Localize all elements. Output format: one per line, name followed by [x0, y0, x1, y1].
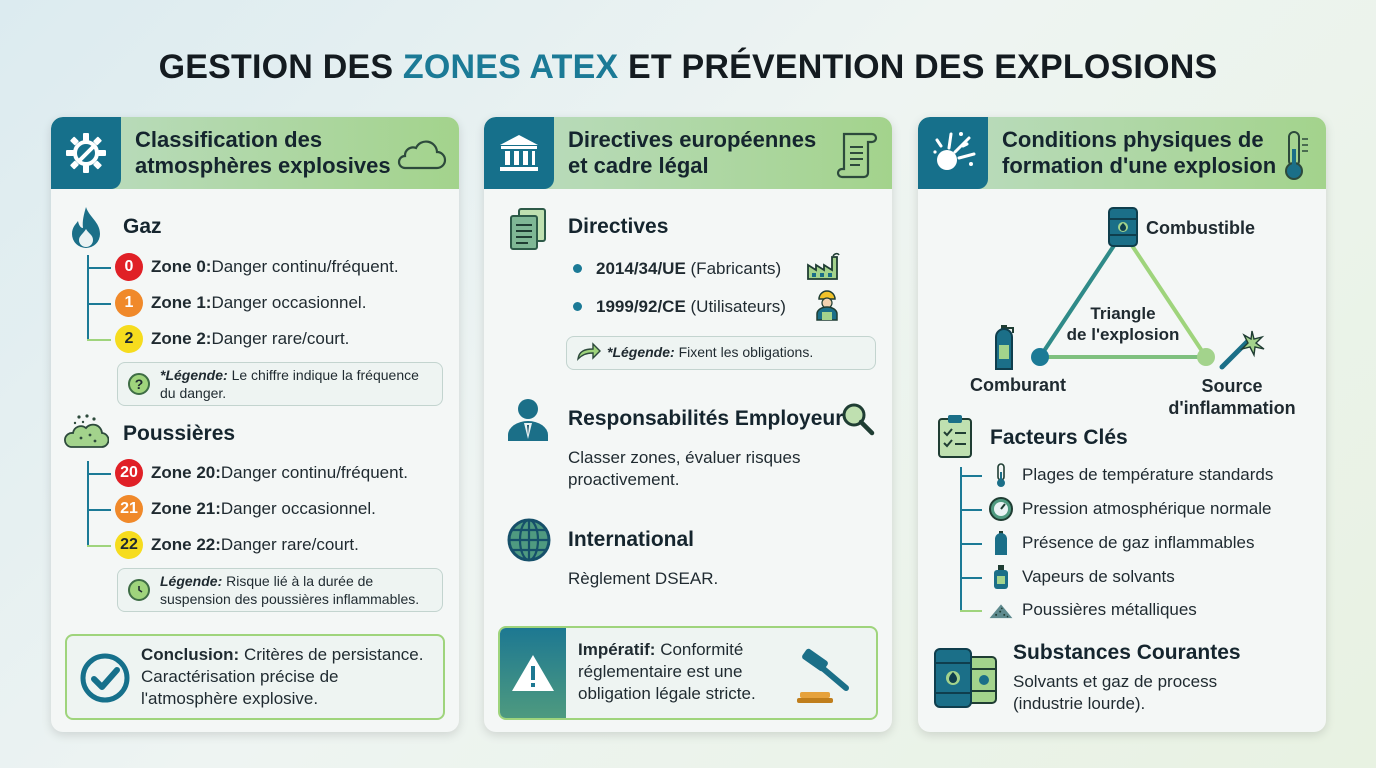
- factor-row: [988, 563, 1175, 591]
- directive-who: (Fabricants): [685, 259, 782, 278]
- zone-label: Zone 2:: [151, 329, 212, 348]
- triangle-left-label: Comburant: [970, 375, 1066, 395]
- title-part-2: ET PRÉVENTION DES EXPLOSIONS: [618, 48, 1218, 86]
- zone-desc: Danger continu/fréquent.: [220, 463, 409, 482]
- legend-label: *Légende:: [607, 344, 675, 360]
- directive-who: (Utilisateurs): [685, 297, 786, 316]
- factor-text: Plages de température standards: [1022, 465, 1274, 484]
- card-classification: [51, 117, 459, 732]
- gas-cylinder-icon: [988, 530, 1014, 556]
- conclusion-text-2: Caractérisation précise de: [141, 667, 339, 686]
- zone-label: Zone 20:: [151, 463, 221, 482]
- legend-label: *Légende:: [160, 367, 228, 383]
- zone-desc: Danger rare/court.: [211, 329, 350, 348]
- arrow-icon: [575, 342, 601, 366]
- businessman-icon: [504, 395, 552, 448]
- factory-icon: [806, 251, 840, 286]
- triangle-right-2: d'inflammation: [1168, 398, 1296, 418]
- imperatif-text-3: obligation légale stricte.: [578, 684, 756, 703]
- conclusion-text-1: Critères de persistance.: [239, 645, 424, 664]
- employer-title: Responsabilités Employeur: [568, 407, 844, 430]
- gear-wrench-icon: [51, 117, 121, 189]
- solvent-bottle-icon: [988, 564, 1014, 590]
- thermometer-icon: [988, 462, 1014, 488]
- substances-text-2: (industrie lourde).: [1013, 694, 1146, 713]
- zone-row: [115, 253, 399, 281]
- card-title: Directives européennes et cadre légal: [568, 127, 817, 178]
- zone-desc: Danger occasionnel.: [220, 499, 376, 518]
- zone-desc: Danger occasionnel.: [211, 293, 367, 312]
- legend-text: Fixent les obligations.: [674, 344, 814, 360]
- zone-badge: 2: [115, 325, 143, 353]
- substances-text-1: Solvants et gaz de process: [1013, 672, 1218, 691]
- triangle-center-1: Triangle: [1090, 304, 1156, 323]
- explosion-icon: [918, 117, 988, 189]
- card-conditions: [918, 117, 1326, 732]
- dust-cloud-icon: [63, 413, 109, 458]
- international-text: Règlement DSEAR.: [568, 569, 719, 588]
- zone-label: Zone 0:: [151, 257, 212, 276]
- checkmark-icon: [79, 652, 131, 709]
- legend-text: Risque lié à la durée de suspension des poussières inflammables.: [160, 573, 420, 607]
- scroll-document-icon: [834, 129, 880, 184]
- zone-row: [115, 495, 376, 523]
- legend-label: Légende:: [160, 573, 223, 589]
- directive-item: [596, 296, 786, 318]
- triangle-center-2: de l'explosion: [1066, 325, 1180, 344]
- spark-wand-icon: [1218, 327, 1268, 376]
- factor-row: [988, 495, 1271, 523]
- zone-badge: 22: [115, 531, 143, 559]
- clock-icon: [128, 579, 150, 601]
- factor-text: Poussières métalliques: [1022, 600, 1197, 619]
- zone-row: [115, 459, 408, 487]
- directives-title: Directives: [568, 215, 669, 238]
- zone-badge: 21: [115, 495, 143, 523]
- worker-icon: [814, 289, 840, 326]
- title-part-1: GESTION DES: [158, 48, 403, 86]
- metal-dust-icon: [988, 597, 1014, 623]
- factor-text: Pression atmosphérique normale: [1022, 499, 1272, 518]
- fuel-barrel-icon: [1106, 205, 1140, 254]
- conclusion-text-3: l'atmosphère explosive.: [141, 689, 319, 708]
- title-accent: ZONES ATEX: [402, 48, 619, 86]
- employer-text: Classer zones, évaluer risques proactivement.: [568, 448, 801, 489]
- institution-icon: [484, 117, 554, 189]
- directive-item: [596, 258, 781, 280]
- zone-badge: 20: [115, 459, 143, 487]
- cloud-icon: [393, 139, 447, 176]
- factors-title: Facteurs Clés: [990, 426, 1128, 449]
- imperatif-label: Impératif:: [578, 640, 656, 659]
- zone-badge: 1: [115, 289, 143, 317]
- flame-icon: [67, 205, 105, 254]
- card-header: [484, 117, 892, 189]
- page-title: [0, 48, 1376, 87]
- factor-text: Présence de gaz inflammables: [1022, 533, 1255, 552]
- factor-row: [988, 529, 1254, 557]
- zone-row: [115, 289, 366, 317]
- question-icon: ?: [128, 373, 150, 395]
- bullet: [573, 302, 582, 311]
- oxygen-tank-icon: [992, 323, 1016, 378]
- card-directives: [484, 117, 892, 732]
- card-title: Conditions physiques de formation d'une explosion: [1002, 127, 1277, 178]
- triangle-center-label: [1062, 303, 1184, 345]
- international-title: International: [568, 528, 695, 551]
- legend-text: Le chiffre indique la fréquence du danger.: [160, 367, 419, 401]
- barrels-icon: [932, 645, 1002, 716]
- zone-label: Zone 21:: [151, 499, 221, 518]
- imperatif-text-2: réglementaire est une: [578, 662, 743, 681]
- gas-legend: [117, 362, 443, 406]
- gavel-icon: [796, 642, 862, 711]
- imperatif-text-1: Conformité: [655, 640, 744, 659]
- zone-desc: Danger continu/fréquent.: [211, 257, 399, 276]
- dust-section-title: Poussières: [123, 422, 236, 445]
- documents-icon: [508, 207, 548, 256]
- zone-row: [115, 325, 349, 353]
- triangle-right-1: Source: [1201, 376, 1263, 396]
- thermometer-icon: [1284, 129, 1310, 186]
- factor-text: Vapeurs de solvants: [1022, 567, 1175, 586]
- clipboard-check-icon: [936, 413, 974, 464]
- magnifier-icon: [840, 401, 876, 442]
- zone-label: Zone 22:: [151, 535, 221, 554]
- triangle-top-label: Combustible: [1146, 218, 1256, 238]
- directives-legend: [566, 336, 876, 370]
- bullet: [573, 264, 582, 273]
- directive-code: 2014/34/UE: [596, 259, 686, 278]
- globe-icon: [506, 517, 552, 568]
- factor-row: [988, 596, 1197, 624]
- zone-row: [115, 531, 359, 559]
- card-header: [918, 117, 1326, 189]
- zone-label: Zone 1:: [151, 293, 212, 312]
- zone-badge: 0: [115, 253, 143, 281]
- triangle-right-label: [1162, 375, 1302, 419]
- card-header: [51, 117, 459, 189]
- imperatif-box: [498, 626, 878, 720]
- conclusion-label: Conclusion:: [141, 645, 240, 664]
- dust-legend: [117, 568, 443, 612]
- zone-desc: Danger rare/court.: [220, 535, 359, 554]
- gauge-icon: [988, 496, 1014, 522]
- card-title: Classification des atmosphères explosives: [135, 127, 391, 178]
- directive-code: 1999/92/CE: [596, 297, 686, 316]
- factor-row: [988, 461, 1273, 489]
- substances-title: Substances Courantes: [1013, 641, 1241, 664]
- warning-icon: [500, 628, 566, 718]
- conclusion-box: [65, 634, 445, 720]
- gas-section-title: Gaz: [123, 215, 162, 238]
